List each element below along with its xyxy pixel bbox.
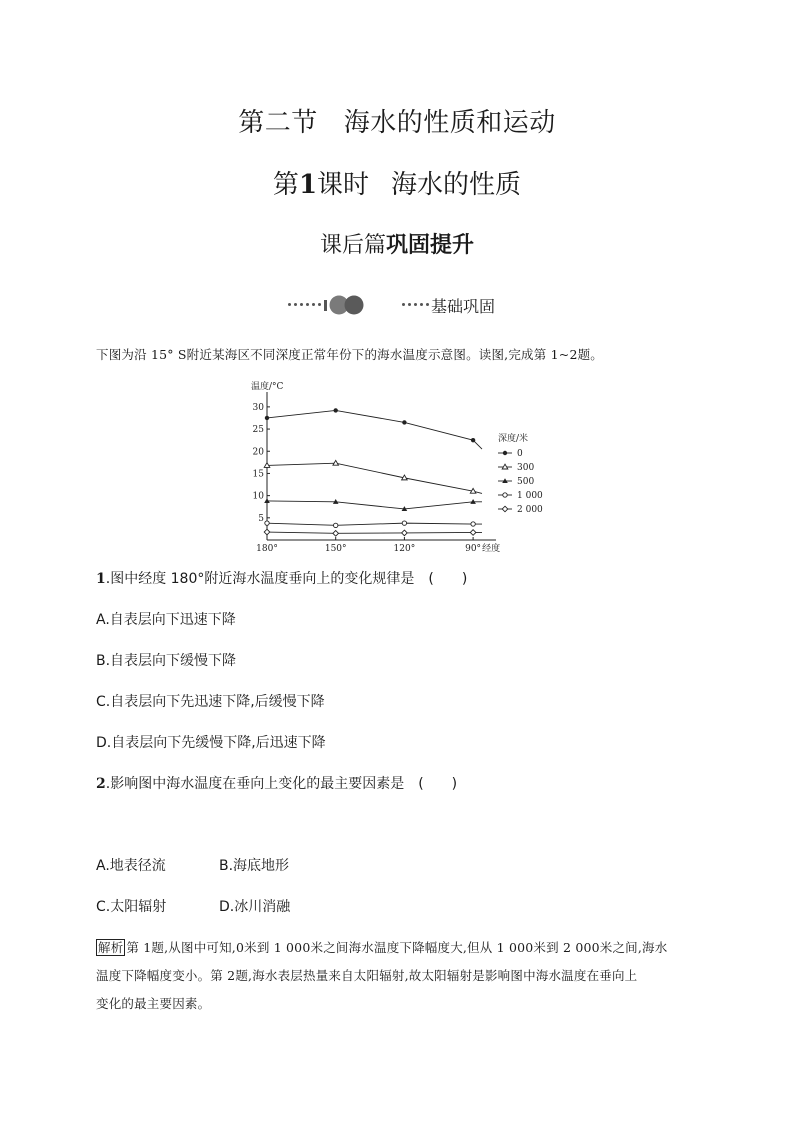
legend-marker xyxy=(503,451,507,455)
lesson-prefix: 第 xyxy=(272,170,299,200)
x-axis-label: 经度 xyxy=(482,544,501,554)
question-intro: 下图为沿 15° S附近某海区不同深度正常年份下的海水温度示意图。读图,完成第 1~2题。 xyxy=(96,347,603,362)
y-tick-label: 10 xyxy=(252,491,264,502)
series-line xyxy=(267,463,482,493)
analysis-text-1: 第 1题,从图中可知,0米到 1 000米之间海水温度下降幅度大,但从 1 000米到 2 000米之间,海水 xyxy=(126,940,668,955)
question-1-option-c[interactable]: C.自表层向下先迅速下降,后缓慢下降 xyxy=(96,694,325,710)
analysis-line-2: 温度下降幅度变小。第 2题,海水表层热量来自太阳辐射,故太阳辐射是影响图中海水温度在垂向上 xyxy=(96,968,638,983)
data-point xyxy=(402,530,408,536)
legend-label: 300 xyxy=(517,463,535,473)
legend-label: 2 000 xyxy=(517,505,543,515)
question-1-option-b[interactable]: B.自表层向下缓慢下降 xyxy=(96,653,237,669)
circles-icon xyxy=(324,292,368,318)
x-tick-label: 120° xyxy=(393,544,416,554)
data-point xyxy=(265,416,269,420)
data-point xyxy=(334,408,338,412)
question-2 xyxy=(96,773,457,793)
left-dots xyxy=(288,303,324,307)
question-2-option-d[interactable]: D.冰川消融 xyxy=(219,899,291,915)
question-2-number: 2 xyxy=(96,776,106,792)
series-line xyxy=(267,410,482,449)
legend-marker xyxy=(503,493,507,497)
part-title xyxy=(0,228,794,259)
legend-label: 500 xyxy=(517,477,535,487)
analysis-line-3: 变化的最主要因素。 xyxy=(96,996,211,1011)
question-1-number: 1 xyxy=(96,571,106,587)
data-point xyxy=(333,531,339,537)
question-1-option-d[interactable]: D.自表层向下先缓慢下降,后迅速下降 xyxy=(96,735,326,751)
part-prefix: 课后篇 xyxy=(319,233,386,258)
question-2-option-c[interactable]: C.太阳辐射 xyxy=(96,899,167,915)
lesson-name: 海水的性质 xyxy=(391,170,522,200)
question-2-text: .影响图中海水温度在垂向上变化的最主要因素是 xyxy=(105,776,405,792)
analysis-tag: 解析 xyxy=(98,940,124,955)
question-1-answer-blank: ( ) xyxy=(428,571,468,587)
series-line xyxy=(267,523,482,525)
question-1-option-a[interactable]: A.自表层向下迅速下降 xyxy=(96,612,236,628)
section-label: 第二节 xyxy=(238,108,318,138)
question-1-text: .图中经度 180°附近海水温度垂向上的变化规律是 xyxy=(105,571,415,587)
legend-label: 0 xyxy=(517,449,523,459)
lesson-suffix: 课时 xyxy=(317,170,370,200)
section-name: 海水的性质和运动 xyxy=(343,108,556,138)
data-point xyxy=(265,521,269,525)
x-tick-label: 150° xyxy=(324,544,347,554)
part-name: 巩固提升 xyxy=(386,233,475,258)
data-point xyxy=(334,523,338,527)
legend-title: 深度/米 xyxy=(498,434,529,444)
question-1 xyxy=(96,568,467,588)
series-line xyxy=(267,501,482,509)
question-2-option-a[interactable]: A.地表径流 xyxy=(96,858,166,874)
lesson-number: 1 xyxy=(298,170,318,200)
analysis xyxy=(96,934,706,1018)
question-2-answer-blank: ( ) xyxy=(418,776,458,792)
data-point xyxy=(470,530,476,536)
data-point xyxy=(402,521,406,525)
section-title xyxy=(0,102,794,139)
y-tick-label: 5 xyxy=(258,513,264,524)
legend-marker xyxy=(502,506,508,512)
data-point xyxy=(471,438,475,442)
section-bar-label: 基础巩固 xyxy=(431,297,496,316)
right-dots xyxy=(402,303,432,307)
temperature-chart xyxy=(240,378,560,554)
x-tick-label: 180° xyxy=(256,544,278,554)
data-point xyxy=(471,522,475,526)
y-tick-label: 30 xyxy=(252,402,264,413)
section-bar xyxy=(0,290,794,320)
y-tick-label: 15 xyxy=(252,469,264,480)
y-tick-label: 20 xyxy=(252,447,264,458)
x-tick-label: 90° xyxy=(465,544,482,554)
data-point xyxy=(402,420,406,424)
question-2-option-b[interactable]: B.海底地形 xyxy=(219,858,290,874)
legend-label: 1 000 xyxy=(517,491,543,501)
lesson-title xyxy=(0,164,794,201)
series-line xyxy=(267,532,482,533)
data-point xyxy=(333,460,339,465)
data-point xyxy=(264,529,270,535)
y-tick-label: 25 xyxy=(252,425,264,436)
analysis-line-1 xyxy=(96,934,706,962)
y-axis-label: 温度/°C xyxy=(251,382,284,392)
